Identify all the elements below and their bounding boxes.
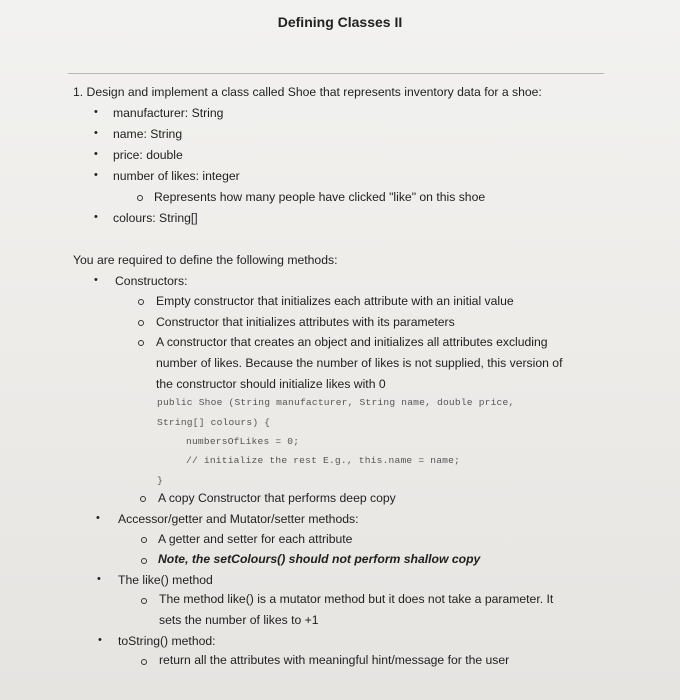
likes-note: Represents how many people have clicked "like" on this shoe xyxy=(154,190,486,204)
bullet-icon: • xyxy=(94,106,98,118)
sub-bullet-icon xyxy=(138,320,144,326)
tostring-desc: return all the attributes with meaningful hint/message for the user xyxy=(159,653,510,667)
attribute-manufacturer: manufacturer: String xyxy=(113,106,224,120)
getter-setter: A getter and setter for each attribute xyxy=(158,532,353,546)
empty-constructor: Empty constructor that initializes each attribute with an initial value xyxy=(156,294,514,308)
tostring-label: toString() method: xyxy=(118,634,216,648)
methods-intro: You are required to define the following methods: xyxy=(73,253,338,267)
sub-bullet-icon xyxy=(141,558,147,564)
like-method-label: The like() method xyxy=(118,573,213,587)
code-line: numbersOfLikes = 0; xyxy=(186,436,300,447)
constructors-label: Constructors: xyxy=(115,274,188,288)
partial-constructor-line: number of likes. Because the number of likes is not supplied, this version of xyxy=(156,356,563,370)
sub-bullet-icon xyxy=(141,598,147,604)
partial-constructor-line: A constructor that creates an object and initializes all attributes excluding xyxy=(156,335,548,349)
partial-constructor-line: the constructor should initialize likes with 0 xyxy=(156,377,386,391)
bullet-icon: • xyxy=(94,211,98,223)
like-method-desc: sets the number of likes to +1 xyxy=(159,613,319,627)
question-intro: 1. Design and implement a class called Shoe that represents inventory data for a shoe: xyxy=(73,85,542,99)
code-line: // initialize the rest E.g., this.name = name; xyxy=(186,455,461,466)
sub-bullet-icon xyxy=(140,496,146,502)
bullet-icon: • xyxy=(94,127,98,139)
horizontal-rule xyxy=(68,73,604,74)
set-colours-note: Note, the setColours() should not perform shallow copy xyxy=(158,552,481,566)
bullet-icon: • xyxy=(97,573,101,585)
sub-bullet-icon xyxy=(141,537,147,543)
copy-constructor: A copy Constructor that performs deep copy xyxy=(158,491,396,505)
param-constructor: Constructor that initializes attributes with its parameters xyxy=(156,315,455,329)
sub-bullet-icon xyxy=(138,299,144,305)
code-line: String[] colours) { xyxy=(157,417,271,428)
page-title: Defining Classes II xyxy=(277,14,403,30)
bullet-icon: • xyxy=(94,169,98,181)
bullet-icon: • xyxy=(98,634,102,646)
attribute-colours: colours: String[] xyxy=(113,211,198,225)
code-line: } xyxy=(157,475,163,486)
sub-bullet-icon xyxy=(138,340,144,346)
bullet-icon: • xyxy=(94,148,98,160)
accessor-label: Accessor/getter and Mutator/setter methods: xyxy=(118,512,359,526)
sub-bullet-icon xyxy=(137,195,143,201)
bullet-icon: • xyxy=(94,274,98,286)
bullet-icon: • xyxy=(96,512,100,524)
code-line: public Shoe (String manufacturer, String name, double price, xyxy=(157,397,515,408)
like-method-desc: The method like() is a mutator method but it does not take a parameter. It xyxy=(159,592,554,606)
attribute-likes: number of likes: integer xyxy=(113,169,240,183)
attribute-name: name: String xyxy=(113,127,183,141)
attribute-price: price: double xyxy=(113,148,183,162)
sub-bullet-icon xyxy=(141,659,147,665)
